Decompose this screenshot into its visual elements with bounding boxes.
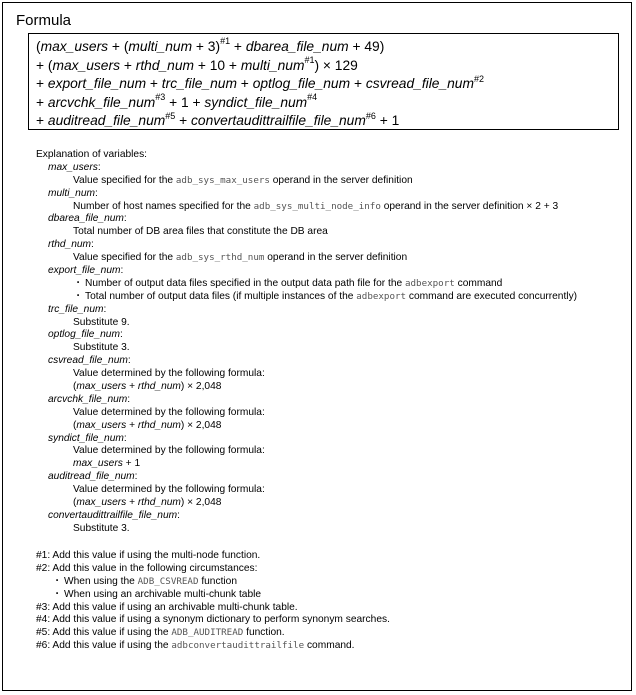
note-text: #5: Add this value if using the	[36, 627, 172, 639]
desc-text: Value specified for the	[73, 174, 176, 186]
formula-text: ) × 2,048	[180, 497, 222, 509]
formula-text: +	[36, 94, 48, 110]
formula-variable: syndict_file_num	[204, 94, 308, 110]
variable-description: Total number of DB area files that constitute the DB area	[73, 226, 328, 238]
colon: :	[127, 393, 131, 405]
variable-name: rthd_num	[48, 239, 92, 251]
variable-description	[36, 201, 577, 214]
variable-description: Value determined by the following formula:	[73, 484, 265, 496]
note-text: function.	[243, 627, 285, 639]
formula-variable: max_users	[40, 39, 109, 54]
footnote-2-bullet	[36, 589, 390, 602]
code-text: adb_sys_multi_node_info	[253, 200, 381, 212]
note-text: When using the	[64, 575, 138, 587]
desc-text: Value specified for the	[73, 252, 176, 264]
code-text: adbexport	[356, 290, 407, 302]
variable-name: multi_num	[48, 187, 95, 199]
formula-text: (	[73, 419, 77, 431]
colon: :	[97, 161, 101, 173]
colon: :	[120, 265, 124, 277]
formula-text: + 49)	[348, 39, 385, 54]
desc-text: command	[454, 277, 503, 289]
code-text: ADB_AUDITREAD	[171, 627, 244, 639]
colon: :	[123, 213, 127, 225]
note-text: command.	[304, 640, 355, 652]
formula-box	[28, 33, 619, 130]
explanation-title: Explanation of variables:	[36, 149, 147, 160]
footnote-ref: #5	[165, 110, 176, 121]
formula-text: +	[236, 76, 253, 92]
note-text: #6: Add this value if using the	[36, 640, 172, 652]
footnote-4: #4: Add this value if using a synonym dictionary to perform synonym searches.	[36, 614, 390, 626]
footnote-ref: #1	[220, 36, 231, 47]
note-text: When using an archivable multi-chunk table	[64, 588, 262, 600]
variable-name: trc_file_num	[48, 303, 104, 315]
footnote-ref: #3	[155, 92, 166, 103]
colon: :	[119, 329, 123, 341]
variable-name: optlog_file_num	[48, 329, 120, 341]
formula-line-5	[36, 112, 618, 131]
colon: :	[127, 355, 131, 367]
formula-variable: multi_num	[128, 39, 193, 54]
formula-variable: max_users	[52, 57, 120, 73]
variable-description	[36, 252, 577, 265]
formula-text: + 1 +	[165, 94, 205, 110]
formula-text: ) × 129	[314, 57, 358, 73]
formula-text: + (	[36, 57, 53, 73]
formula-text: +	[230, 39, 246, 54]
footnote-ref: #2	[473, 73, 484, 84]
bullet: ・	[73, 290, 84, 302]
footnote-ref: #4	[307, 92, 318, 103]
sub-formula	[36, 420, 577, 433]
variable-description: Substitute 3.	[73, 342, 130, 354]
formula-text: + 3)	[192, 39, 221, 54]
formula-text: +	[126, 419, 138, 431]
formula-variable: trc_file_num	[161, 76, 237, 92]
footnote-ref: #6	[365, 110, 376, 121]
code-text: ADB_CSVREAD	[137, 575, 199, 587]
formula-text: +	[36, 76, 48, 92]
formula-variable: max_users	[76, 381, 127, 393]
sub-formula	[36, 497, 577, 510]
formula-text: +	[350, 76, 366, 92]
colon: :	[177, 509, 180, 521]
footnote-6	[36, 640, 390, 653]
formula-text: (	[36, 39, 41, 54]
desc-text: operand in the server definition	[264, 252, 408, 264]
desc-text: command are executed concurrently)	[406, 290, 578, 302]
desc-text: Total number of output data files (if multiple instances of the	[85, 290, 357, 302]
bullet: ・	[52, 575, 63, 587]
formula-variable: export_file_num	[47, 76, 147, 92]
colon: :	[91, 239, 94, 251]
bullet: ・	[52, 588, 63, 600]
sub-formula	[36, 458, 577, 471]
formula-variable: convertaudittrailfile_file_num	[191, 113, 366, 129]
code-text: adbexport	[404, 277, 455, 289]
variable-name: dbarea_file_num	[48, 213, 124, 225]
footnote-2-bullet	[36, 576, 390, 589]
formula-text: + 10 +	[194, 57, 241, 73]
variable-explanations	[36, 149, 577, 536]
formula-text: +	[146, 76, 162, 92]
footnote-5	[36, 627, 390, 640]
variable-description: Substitute 3.	[73, 522, 130, 534]
formula-text: +	[36, 113, 48, 129]
variable-description: Value determined by the following formula:	[73, 406, 265, 418]
bullet: ・	[73, 277, 84, 289]
code-text: adbconvertaudittrailfile	[171, 640, 305, 652]
variable-name: convertaudittrailfile_file_num	[48, 509, 178, 521]
formula-variable: auditread_file_num	[47, 113, 166, 129]
formula-variable: multi_num	[240, 57, 305, 73]
variable-name: arcvchk_file_num	[48, 393, 128, 405]
formula-text: + (	[108, 39, 129, 54]
desc-text: operand in the server definition × 2 + 3	[380, 200, 559, 212]
variable-name: export_file_num	[48, 265, 121, 277]
desc-text: Number of host names specified for the	[73, 200, 254, 212]
formula-variable: arcvchk_file_num	[47, 94, 156, 110]
formula-line-2	[36, 57, 618, 76]
formula-text: +	[175, 113, 191, 129]
variable-description: Value determined by the following formula:	[73, 368, 265, 380]
document-frame	[2, 2, 632, 691]
desc-text: Number of output data files specified in the output data path file for the	[85, 277, 405, 289]
variable-name: csvread_file_num	[48, 355, 128, 367]
bullet-item	[36, 291, 577, 304]
formula-line-4	[36, 94, 618, 113]
section-heading: Formula	[16, 12, 72, 29]
code-text: adb_sys_max_users	[175, 174, 270, 186]
colon: :	[95, 187, 98, 199]
footnote-1: #1: Add this value if using the multi-node function.	[36, 550, 261, 561]
variable-name: syndict_file_num	[48, 432, 124, 444]
formula-text: +	[126, 497, 138, 509]
variable-description: Substitute 9.	[73, 316, 130, 328]
footnote-2: #2: Add this value in the following circumstances:	[36, 562, 258, 574]
formula-text: ) × 2,048	[180, 419, 222, 431]
formula-variable: rthd_num	[135, 57, 195, 73]
formula-text: ) × 2,048	[180, 381, 222, 393]
formula-text: + 1	[375, 113, 400, 129]
colon: :	[103, 303, 107, 315]
colon: :	[123, 432, 127, 444]
formula-variable: csvread_file_num	[365, 76, 474, 92]
variable-name: max_users	[48, 161, 98, 173]
desc-text: operand in the server definition	[269, 174, 413, 186]
footnote-3: #3: Add this value if using an archivable multi-chunk table.	[36, 601, 298, 613]
formula-text: (	[73, 497, 77, 509]
footnotes	[36, 550, 390, 653]
formula-text: +	[119, 57, 136, 73]
variable-description	[36, 175, 577, 188]
note-text: function	[198, 575, 237, 587]
formula-line-1	[36, 38, 618, 57]
formula-variable: rthd_num	[137, 497, 181, 509]
formula-line-3	[36, 75, 618, 94]
formula-variable: optlog_file_num	[252, 76, 351, 92]
sub-formula	[36, 381, 577, 394]
code-text: adb_sys_rthd_num	[175, 252, 265, 264]
formula-variable: max_users	[76, 497, 127, 509]
colon: :	[134, 471, 138, 483]
formula-text: + 1	[122, 458, 141, 470]
formula-variable: max_users	[73, 458, 123, 470]
formula-text: +	[126, 381, 138, 393]
variable-name: auditread_file_num	[48, 471, 135, 483]
bullet-item	[36, 278, 577, 291]
formula-variable: rthd_num	[137, 381, 181, 393]
footnote-ref: #1	[304, 55, 315, 65]
formula-variable: dbarea_file_num	[245, 39, 349, 54]
variable-description: Value determined by the following formula:	[73, 445, 265, 457]
formula-variable: rthd_num	[137, 419, 181, 431]
formula-variable: max_users	[76, 419, 127, 431]
formula-text: (	[73, 381, 77, 393]
